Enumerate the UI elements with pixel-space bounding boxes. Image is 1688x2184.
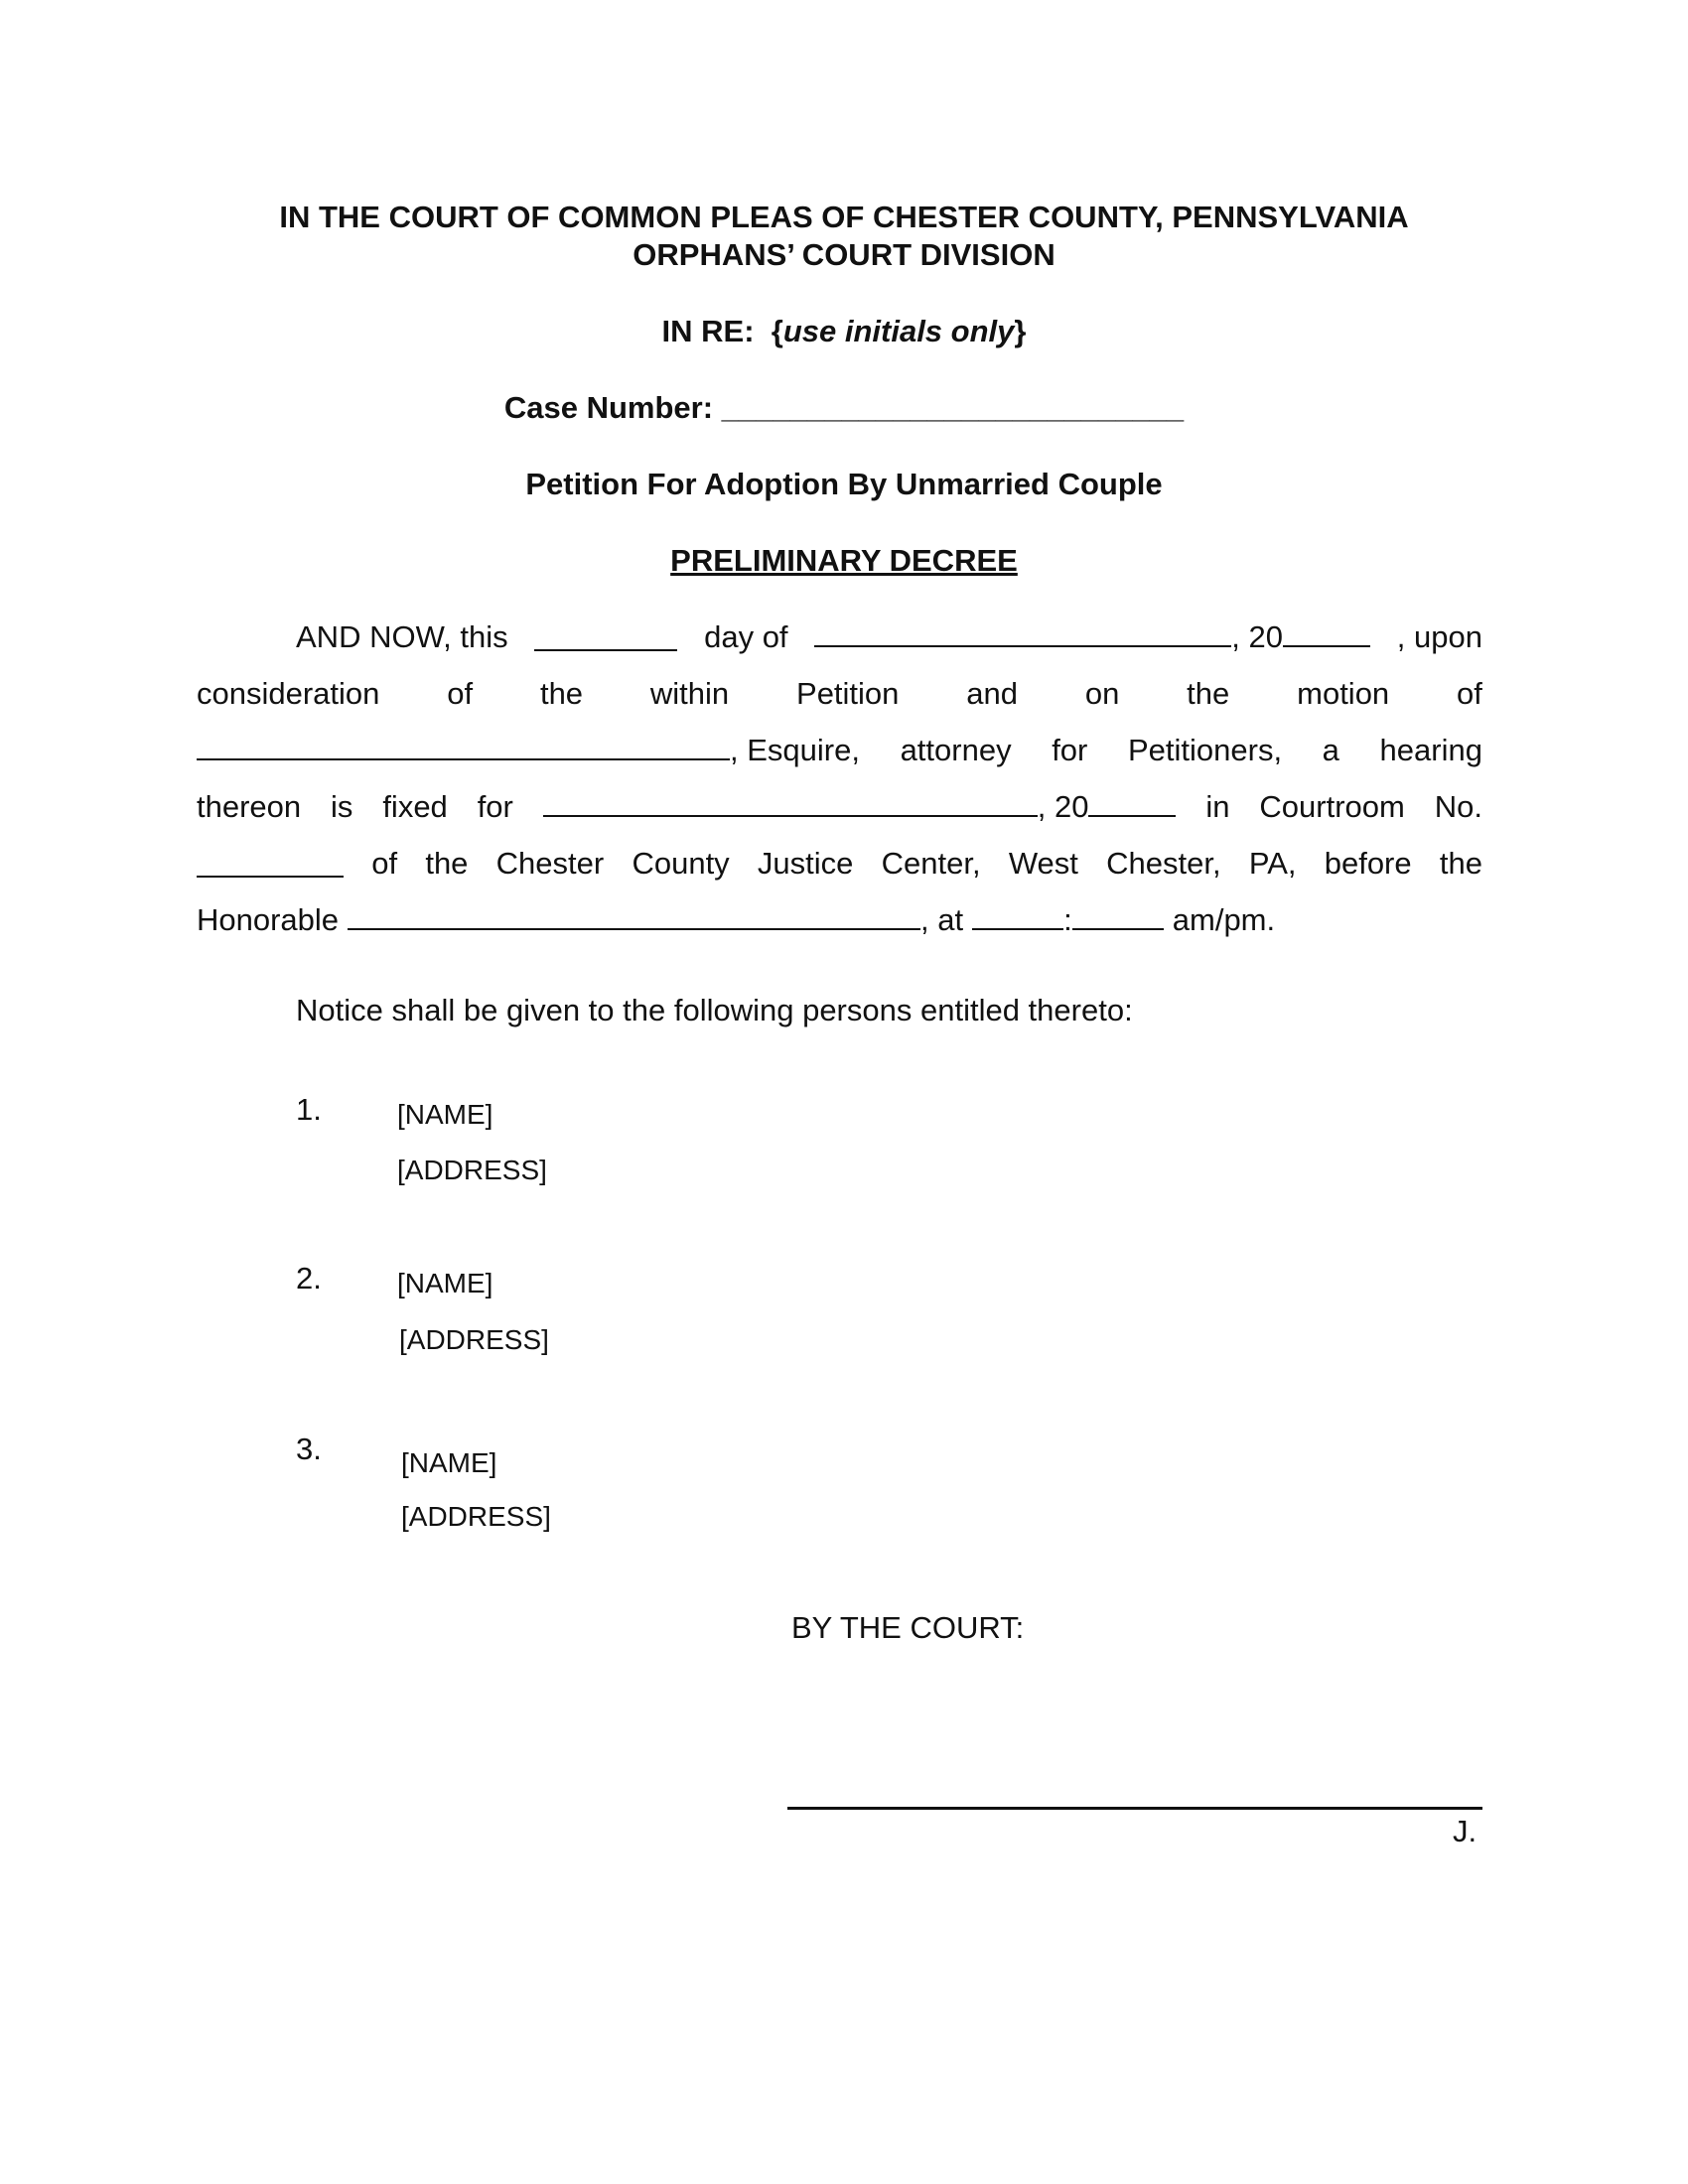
person-3-name: [NAME] xyxy=(401,1447,497,1478)
word: and xyxy=(966,675,1018,711)
word: No. xyxy=(1434,788,1482,824)
word: PA, xyxy=(1248,845,1297,881)
word: Center, xyxy=(881,845,981,881)
attorney-group xyxy=(197,733,860,768)
word: the xyxy=(425,845,469,881)
text-at: , at xyxy=(920,901,964,937)
person-3-number: 3. xyxy=(296,1432,322,1466)
day-blank[interactable] xyxy=(534,623,677,651)
judge-group xyxy=(348,902,963,938)
text-and-now: AND NOW, this xyxy=(296,618,508,654)
judge-blank[interactable] xyxy=(348,902,920,930)
word: a xyxy=(1322,732,1339,767)
text-upon: , upon xyxy=(1396,618,1482,654)
word: the xyxy=(1187,675,1230,711)
hearing-date-blank[interactable] xyxy=(543,789,1038,817)
courtroom-blank[interactable] xyxy=(197,850,344,878)
word: consideration xyxy=(197,675,380,711)
decree-paragraph xyxy=(197,609,1482,948)
word: for xyxy=(477,788,513,824)
petition-title: Petition For Adoption By Unmarried Couple xyxy=(525,467,1163,501)
decree-title: PRELIMINARY DECREE xyxy=(670,543,1018,578)
in-re-hint: use initials only xyxy=(782,314,1015,348)
hearing-year-blank[interactable] xyxy=(1088,789,1176,817)
paragraph-line-5 xyxy=(197,835,1482,891)
minute-blank[interactable] xyxy=(1072,902,1164,930)
in-re-close-brace: } xyxy=(1014,314,1027,348)
person-1-number: 1. xyxy=(296,1092,322,1127)
in-re-line xyxy=(0,313,1688,350)
word: the xyxy=(539,675,584,711)
word: thereon xyxy=(197,788,302,824)
paragraph-line-3 xyxy=(197,722,1482,778)
word: is xyxy=(331,788,353,824)
by-the-court: BY THE COURT: xyxy=(791,1610,1025,1645)
hour-blank[interactable] xyxy=(972,902,1063,930)
word: County xyxy=(632,845,730,881)
word: Chester xyxy=(495,845,605,881)
person-2-number: 2. xyxy=(296,1261,322,1296)
text-comma-20: , 20 xyxy=(1231,618,1284,654)
word: Petitioners, xyxy=(1127,732,1283,767)
word: Courtroom xyxy=(1259,788,1405,824)
word: fixed xyxy=(382,788,448,824)
in-re-open-brace: { xyxy=(771,314,783,348)
word: before xyxy=(1324,845,1412,881)
text-am-pm: am/pm. xyxy=(1172,901,1276,937)
text-comma-20: , 20 xyxy=(1037,788,1089,824)
word: West xyxy=(1008,845,1078,881)
word: of xyxy=(1457,675,1482,711)
time-group xyxy=(972,902,1164,938)
word: hearing xyxy=(1379,732,1482,767)
paragraph-line-1 xyxy=(197,609,1482,665)
judge-signature-line[interactable] xyxy=(787,1807,1482,1810)
paragraph-line-6 xyxy=(197,891,1482,948)
case-number-blank[interactable]: ___________________________ xyxy=(721,390,1185,425)
attorney-blank[interactable] xyxy=(197,733,730,760)
word: of xyxy=(371,845,398,881)
notice-text: Notice shall be given to the following persons entitled thereto: xyxy=(296,993,1133,1027)
case-number-label: Case Number: xyxy=(503,390,714,425)
person-2-address: [ADDRESS] xyxy=(399,1324,549,1355)
person-1-address: [ADDRESS] xyxy=(397,1155,547,1185)
in-re-label: IN RE: xyxy=(661,314,755,348)
word: for xyxy=(1052,732,1088,767)
person-2-name: [NAME] xyxy=(397,1268,493,1298)
word: Justice xyxy=(757,845,854,881)
word: the xyxy=(1439,845,1482,881)
court-name-line: IN THE COURT OF COMMON PLEAS OF CHESTER COUNTY, PENNSYLVANIA xyxy=(279,200,1409,234)
person-1-name: [NAME] xyxy=(397,1099,493,1130)
text-colon: : xyxy=(1063,901,1072,937)
year-blank[interactable] xyxy=(1283,619,1370,647)
paragraph-line-4 xyxy=(197,778,1482,835)
month-year-group xyxy=(814,619,1370,655)
text-esquire: , Esquire, xyxy=(730,732,860,767)
month-blank[interactable] xyxy=(814,619,1231,647)
word: Petition xyxy=(796,675,900,711)
word: in xyxy=(1205,788,1230,824)
court-division-line: ORPHANS’ COURT DIVISION xyxy=(633,237,1055,272)
word: within xyxy=(649,675,730,711)
text-honorable: Honorable xyxy=(197,901,340,937)
word: on xyxy=(1084,675,1120,711)
text-day-of: day of xyxy=(704,618,788,654)
word: Chester, xyxy=(1106,845,1221,881)
word: attorney xyxy=(900,732,1012,767)
paragraph-line-2 xyxy=(197,665,1482,722)
word: motion xyxy=(1297,675,1390,711)
hearing-date-group xyxy=(543,789,1177,825)
case-number-line xyxy=(0,389,1688,427)
judge-suffix: J. xyxy=(1453,1814,1477,1848)
word: of xyxy=(447,675,474,711)
person-3-address: [ADDRESS] xyxy=(401,1501,551,1532)
